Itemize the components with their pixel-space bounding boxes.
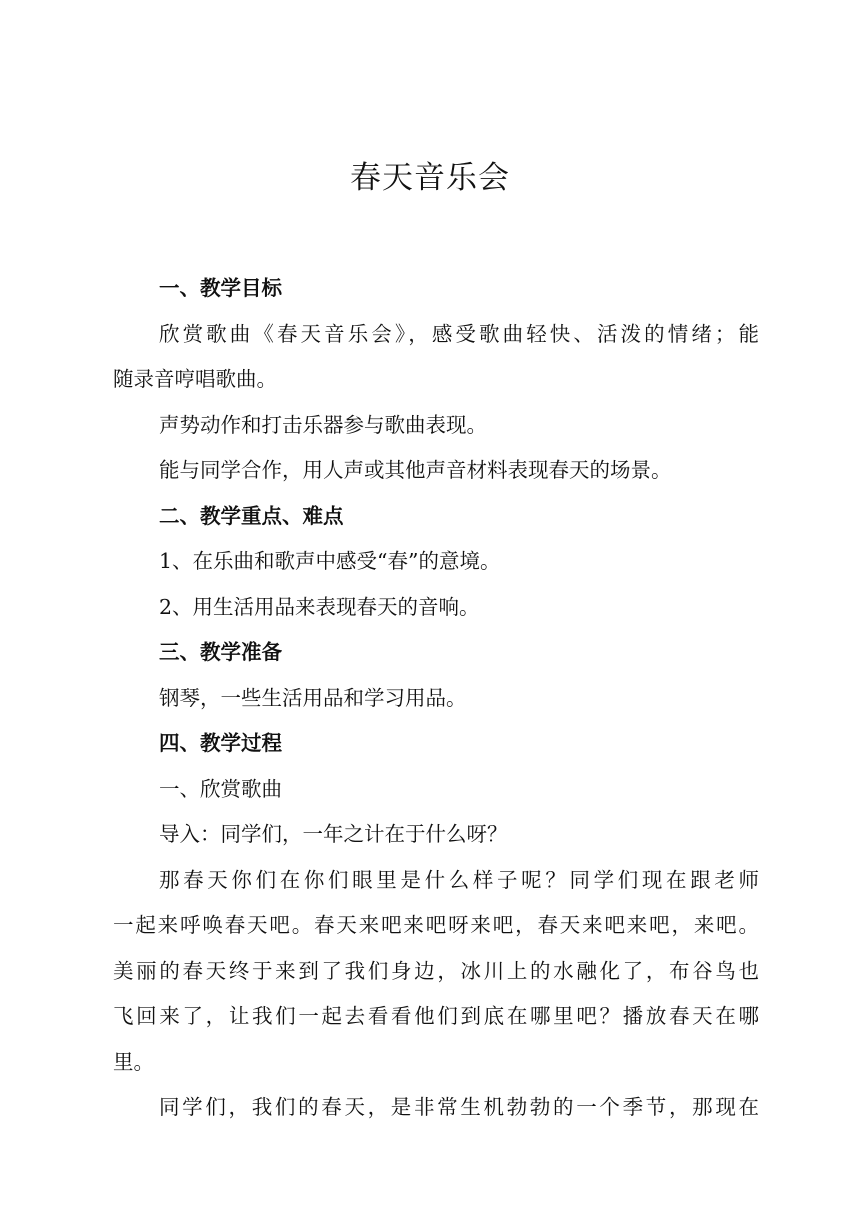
paragraph-line: 欣赏歌曲《春天音乐会》，感受歌曲轻快、活泼的情绪；能 (159, 321, 759, 346)
section-heading-objectives: 一、教学目标 (159, 276, 282, 300)
paragraph-line: 飞回来了，让我们一起去看看他们到底在哪里吧？播放春天在哪 (113, 1004, 759, 1028)
section-heading-key-points: 二、教学重点、难点 (159, 503, 344, 528)
paragraph-line: 同学们，我们的春天，是非常生机勃勃的一个季节，那现在 (159, 1095, 759, 1119)
paragraph-line: 声势动作和打击乐器参与歌曲表现。 (159, 412, 487, 437)
paragraph-line: 导入：同学们，一年之计在于什么呀？ (159, 822, 508, 846)
paragraph-line: 美丽的春天终于来到了我们身边，冰川上的水融化了，布谷鸟也 (113, 958, 759, 983)
document-body (113, 266, 759, 1131)
subsection-heading: 一、欣赏歌曲 (159, 776, 282, 801)
section-heading-process: 四、教学过程 (159, 731, 282, 755)
section-heading-preparation: 三、教学准备 (159, 640, 282, 664)
page-title: 春天音乐会 (350, 160, 510, 196)
paragraph-line: 那春天你们在你们眼里是什么样子呢？同学们现在跟老师 (159, 867, 759, 892)
paragraph-line: 2、用生活用品来表现春天的音响。 (159, 594, 480, 619)
paragraph-line: 里。 (113, 1049, 154, 1074)
paragraph-line: 随录音哼唱歌曲。 (113, 367, 277, 391)
paragraph-line: 能与同学合作，用人声或其他声音材料表现春天的场景。 (159, 458, 672, 482)
paragraph-line: 钢琴，一些生活用品和学习用品。 (159, 685, 467, 710)
paragraph-line: 1、在乐曲和歌声中感受“春”的意境。 (159, 549, 501, 573)
paragraph-line: 一起来呼唤春天吧。春天来吧来吧呀来吧，春天来吧来吧，来吧。 (113, 913, 759, 937)
